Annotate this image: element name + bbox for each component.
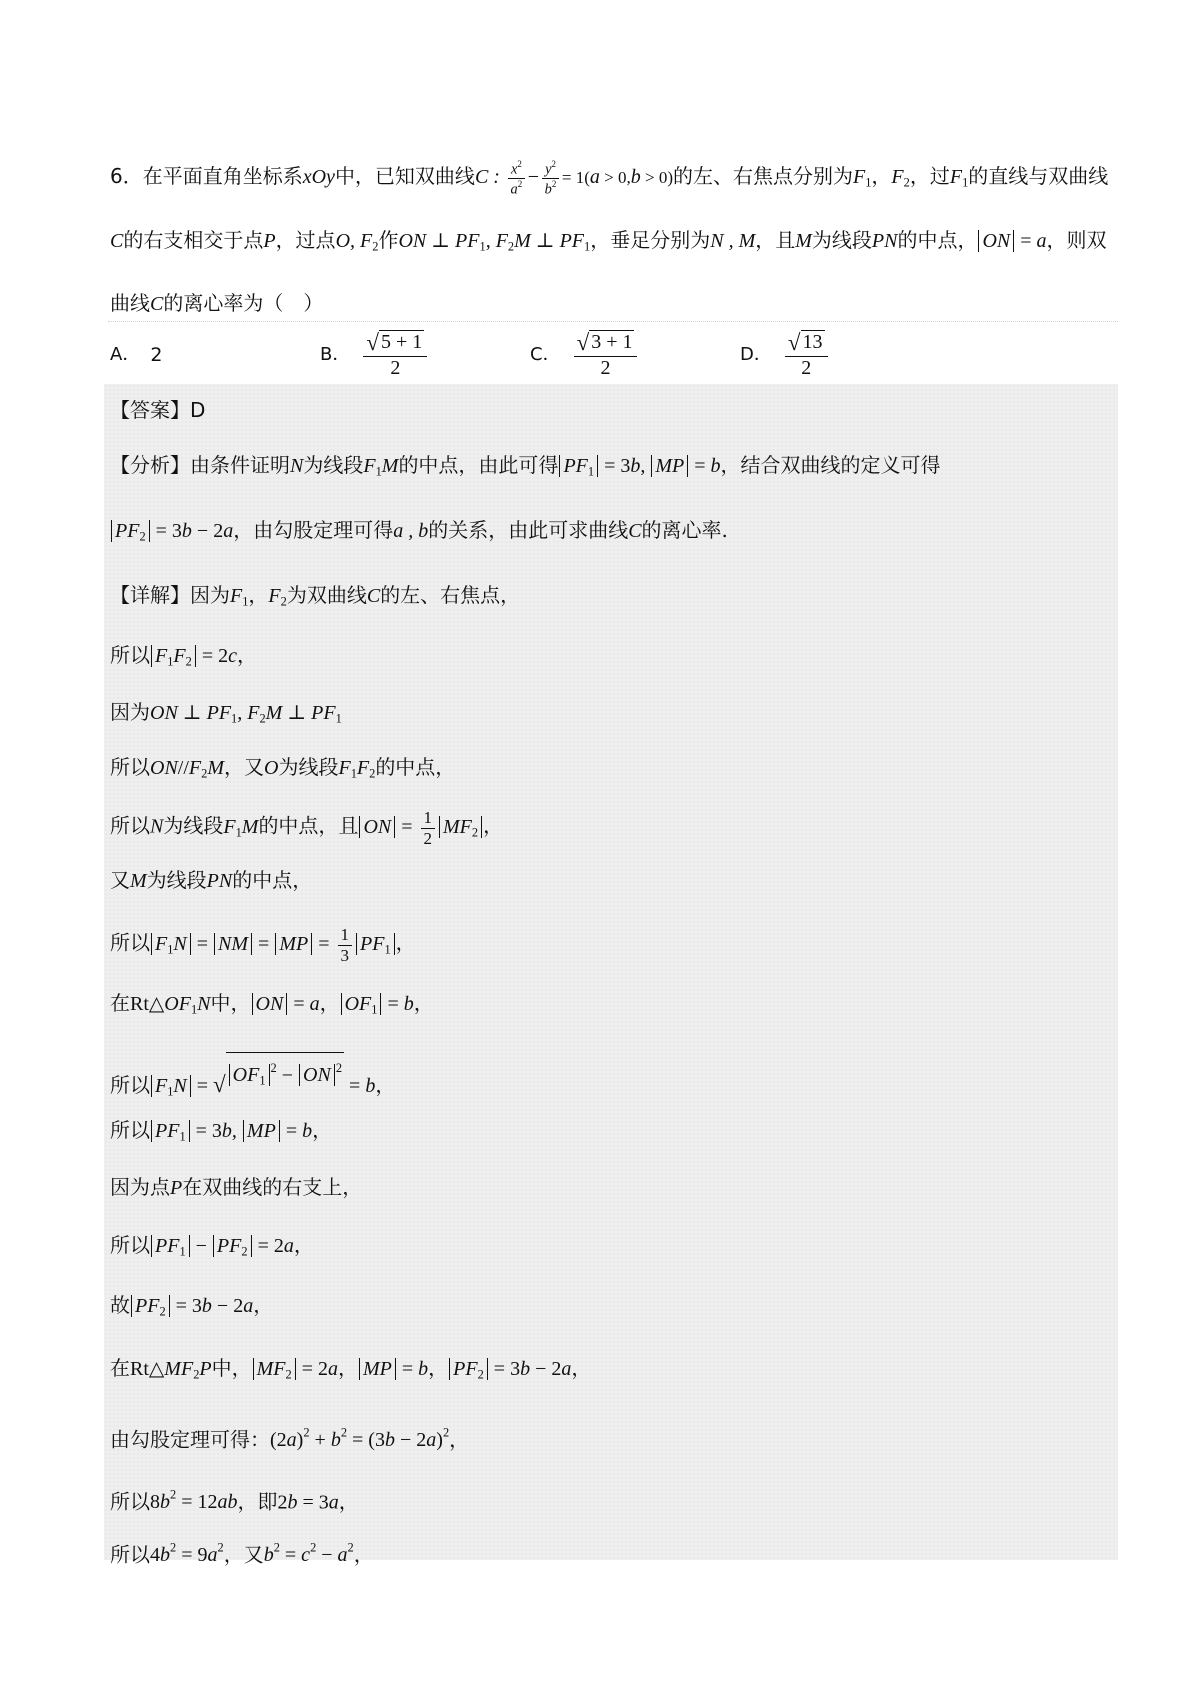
detail-line-15: 由勾股定理可得：$(2a)^2 + b^2 = (3b - 2a)^2$， xyxy=(110,1426,470,1452)
separator-line xyxy=(108,321,1118,322)
detail-line-17: 所以$4b^2 = 9a^2$，又$b^2 = c^2 - a^2$， xyxy=(110,1541,374,1567)
detail-line-5: 所以N为线段$F_1M$的中点，且 ON = $\frac{1}{2}$ $MF_2$ ， xyxy=(110,808,504,848)
option-d[interactable]: D． √ 13 2 xyxy=(740,330,831,380)
analysis-line-2: $PF_2 = 3b - 2a$，由勾股定理可得a , b的关系，由此可求曲线C的离心率. xyxy=(110,515,728,552)
detail-line-6: 又M为线段PN的中点， xyxy=(110,868,313,892)
analysis-line-1: 【分析】由条件证明N为线段$F_1M$的中点，由此可得 $PF_1 = 3b$, MP = b，结合双曲线的定义可得 xyxy=(110,453,941,479)
detail-line-10: 所以 $PF_1 = 3b$, MP = b， xyxy=(110,1118,333,1144)
detail-line-1: 【详解】因为$F_1$，$F_2$为双曲线C的左、右焦点， xyxy=(110,583,521,609)
hyperbola-equation: C : $\frac{x^2}{a^2}$ − $\frac{y^2}{b^2}$ = 1(a > 0,b > 0) xyxy=(474,158,673,198)
detail-line-16: 所以$8b^2 = 12ab$，即2b = 3a， xyxy=(110,1488,359,1514)
question-text: 6．在平面直角坐标系xOy中，已知双曲线C : $\frac{x^2}{a^2}$ − $\frac{y^2}{b^2}$ = 1(a > 0,b > 0)的左、右焦点分别为$F_1$，$F_2$，过$F_1$的直线与双曲线C的右支相交于点P，过点O, $F_2$作ON ⊥ $PF_1$, $F_2M$ ⊥ $PF_1$，垂足分别为N , M，且M为线段PN的中点， ON = a，则双曲线C的离心率为（ ） xyxy=(110,158,1109,316)
detail-line-4: 所以$ON//F_2M$，又O为线段$F_1F_2$的中点， xyxy=(110,755,456,781)
detail-line-3: 因为ON ⊥ $PF_1$, $F_2M$ ⊥ $PF_1$ xyxy=(110,700,342,726)
detail-line-9: 所以 $F_1N$ = √ $OF_1^2$ − ON $^2$ = b， xyxy=(110,1052,395,1107)
option-a[interactable]: A． 2 xyxy=(110,344,163,366)
answer-line: 【答案】D xyxy=(110,398,206,422)
option-b[interactable]: B． √ 5 + 1 2 xyxy=(320,330,430,380)
detail-line-2: 所以 $F_1F_2 = 2c$， xyxy=(110,643,258,669)
option-c[interactable]: C． √ 3 + 1 2 xyxy=(530,330,640,380)
question-number: 6． xyxy=(110,164,143,188)
detail-line-13: 故 $PF_2 = 3b - 2a$， xyxy=(110,1293,274,1319)
detail-line-14: 在$Rt\triangle MF_2P$中， $MF_2 = 2a$， MP = b， $PF_2 = 3b - 2a$， xyxy=(110,1356,592,1382)
detail-line-8: 在$Rt\triangle OF_1N$中， ON = a， $OF_1 = b$， xyxy=(110,991,434,1017)
detail-line-7: 所以 $F_1N$ = NM = MP = $\frac{1}{3}$ $PF_1$ ， xyxy=(110,925,416,965)
detail-line-12: 所以 $PF_1 - PF_2 = 2a$， xyxy=(110,1233,314,1259)
detail-line-11: 因为点P在双曲线的右支上， xyxy=(110,1175,363,1199)
